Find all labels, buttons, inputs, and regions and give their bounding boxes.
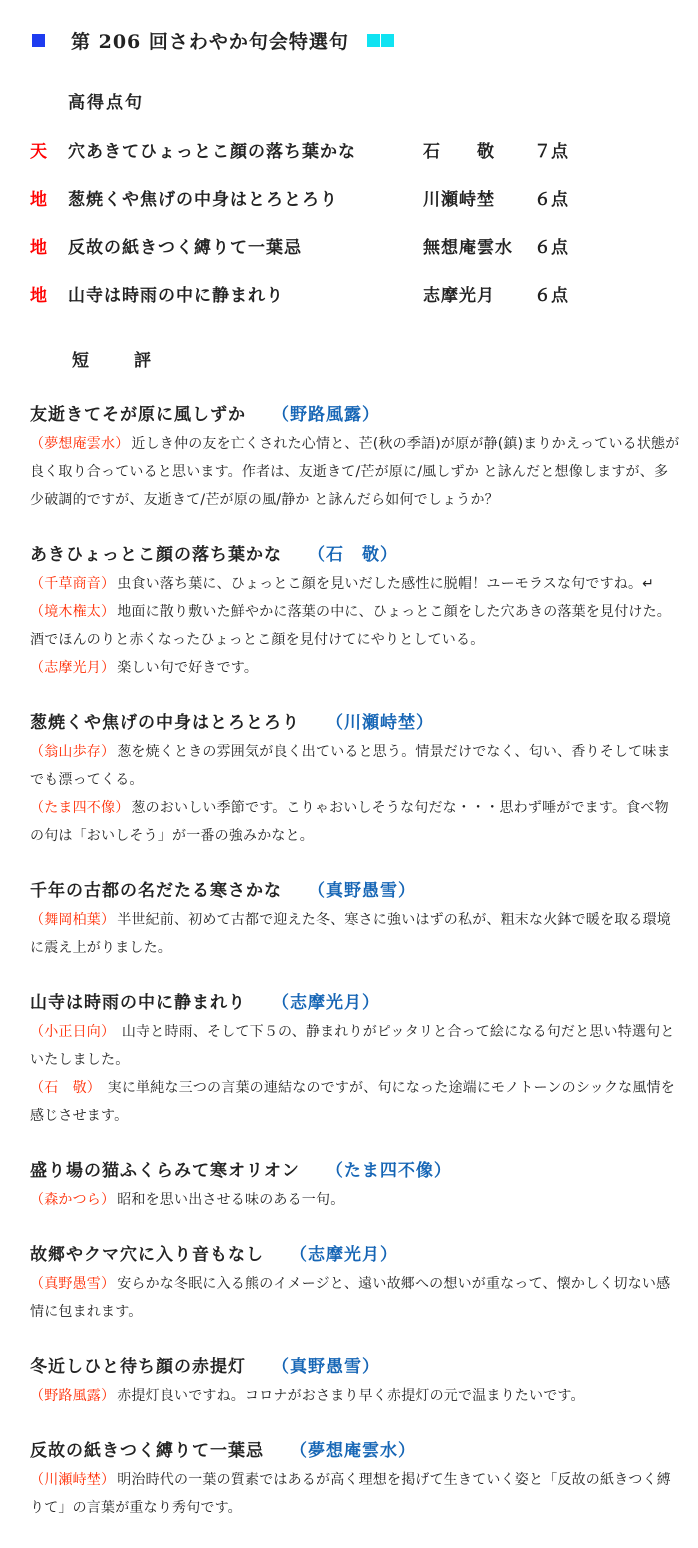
rank-mark: 天 xyxy=(30,142,47,162)
entry-header xyxy=(30,708,680,738)
entry-haiku: 冬近しひと待ち顔の赤提灯 xyxy=(30,1357,246,1377)
commenter: （真野愚雪） xyxy=(30,1276,116,1292)
commenter: （千草商音） xyxy=(30,576,116,592)
rank-row xyxy=(30,233,630,259)
rank-author: 石 敬 xyxy=(423,142,495,162)
commenter: （川瀬峙埜） xyxy=(30,1472,116,1488)
entry-author: （石 敬） xyxy=(308,545,398,565)
commenter: （翁山歩存） xyxy=(30,744,116,760)
rank-haiku: 反故の紙きつく縛りて一葉忌 xyxy=(68,238,302,258)
rank-haiku: 穴あきてひょっとこ顔の落ち葉かな xyxy=(68,142,356,162)
comment xyxy=(30,794,680,850)
comment-text: 半世紀前、初めて古都で迎えた冬、寒さに強いはずの私が、粗末な火鉢で暖を取る環境に震え上がりました。 xyxy=(30,912,672,956)
comment-text: 実に単純な三つの言葉の連結なのですが、句になった途端にモノトーンのシックな風情を感じさせます。 xyxy=(30,1080,675,1124)
comment-text: 山寺と時雨、そして下５の、静まれりがピッタリと合って絵になる句だと思い特選句といたしました。 xyxy=(30,1024,675,1068)
entry-author: （真野愚雪） xyxy=(272,1357,380,1377)
cyan-square-icon xyxy=(381,34,394,47)
comment-text: 地面に散り敷いた鮮やかに落葉の中に、ひょっとこ顔をした穴あきの落葉を見付けた。酒でほんのりと赤くなったひょっとこ顔を見付けてにやりとしている。 xyxy=(30,604,672,648)
rank-mark: 地 xyxy=(30,238,47,258)
comment-text: 近しき仲の友を亡くされた心情と、芒(秋の季語)が原が静(鎮)まりかえっている状態が良く取り合っていると思います。作者は、友逝きて/芒が原に/風しずか と詠んだと想像しますが、多少破調的ですが、友逝きて/芒が原の風/静か と詠んだら如何でしょうか？ xyxy=(30,436,680,508)
blue-square-icon xyxy=(32,34,45,47)
entry-author: （志摩光月） xyxy=(290,1245,398,1265)
comment-text: 明治時代の一葉の質素ではあるが高く理想を掲げて生きていく姿と「反故の紙きつく縛りて」の言葉が重なり秀句です。 xyxy=(30,1472,672,1516)
rank-points: ６点 xyxy=(534,238,568,258)
entry-header xyxy=(30,876,680,906)
entry-haiku: 友逝きてそが原に風しずか xyxy=(30,405,246,425)
rank-author: 志摩光月 xyxy=(423,286,495,306)
entry-author: （野路風露） xyxy=(272,405,380,425)
rank-mark: 地 xyxy=(30,190,47,210)
comment xyxy=(30,598,680,654)
comment-text: 葱を焼くときの雰囲気が良く出ていると思う。情景だけでなく、匂い、香りそして味までも漂ってくる。 xyxy=(30,744,671,788)
comment xyxy=(30,570,680,598)
comment xyxy=(30,738,680,794)
entry-author: （志摩光月） xyxy=(272,993,380,1013)
comment-text: 昭和を思い出させる味のある一句。 xyxy=(117,1192,345,1208)
commenter: （夢想庵雲水） xyxy=(30,436,130,452)
entry-header xyxy=(30,1240,680,1270)
entry-header xyxy=(30,1156,680,1186)
entry-haiku: 反故の紙きつく縛りて一葉忌 xyxy=(30,1441,264,1461)
entry-haiku: 葱焼くや焦げの中身はとろとろり xyxy=(30,713,300,733)
rank-author: 川瀬峙埜 xyxy=(423,190,495,210)
comment xyxy=(30,1018,680,1074)
rank-points: ７点 xyxy=(534,142,568,162)
entry-header xyxy=(30,988,680,1018)
review-entry xyxy=(30,988,680,1130)
rank-row xyxy=(30,281,630,307)
comment xyxy=(30,1382,680,1410)
rank-mark: 地 xyxy=(30,286,47,306)
entry-header xyxy=(30,1352,680,1382)
review-entry xyxy=(30,1156,680,1214)
commenter: （たま四不像） xyxy=(30,800,130,816)
rank-author: 無想庵雲水 xyxy=(423,238,513,258)
commenter: （野路風露） xyxy=(30,1388,116,1404)
comment xyxy=(30,1074,680,1130)
page-title: 第 206 回さわやか句会特選句 xyxy=(71,30,349,53)
comment xyxy=(30,1186,680,1214)
rank-points: ６点 xyxy=(534,190,568,210)
title-row xyxy=(32,26,394,54)
entry-author: （夢想庵雲水） xyxy=(290,1441,416,1461)
entry-header xyxy=(30,540,680,570)
review-entry xyxy=(30,1240,680,1326)
entry-haiku: 盛り場の猫ふくらみて寒オリオン xyxy=(30,1161,300,1181)
entry-haiku: 山寺は時雨の中に静まれり xyxy=(30,993,246,1013)
cyan-square-icon xyxy=(367,34,380,47)
review-entry xyxy=(30,1352,680,1410)
commenter: （舞岡柏葉） xyxy=(30,912,116,928)
entry-author: （たま四不像） xyxy=(325,1161,452,1181)
entry-header xyxy=(30,1436,680,1466)
entry-author: （川瀬峙埜） xyxy=(326,713,434,733)
entry-author: （真野愚雪） xyxy=(308,881,416,901)
commenter: （石 敬） xyxy=(30,1080,101,1096)
comment-text: 赤提灯良いですね。コロナがおさまり早く赤提灯の元で温まりたいです。 xyxy=(117,1388,585,1404)
review-entry xyxy=(30,540,680,682)
review-entry xyxy=(30,1436,680,1522)
review-entry xyxy=(30,708,680,850)
rank-row xyxy=(30,185,630,211)
comment xyxy=(30,1466,680,1522)
rank-row xyxy=(30,137,630,163)
short-review-heading: 短 評 xyxy=(72,351,165,371)
comment-text: 虫食い落ち葉に、ひょっとこ顔を見いだした感性に脱帽！ユーモラスな句ですね。↵ xyxy=(117,576,655,592)
comment xyxy=(30,654,680,682)
rank-haiku: 葱焼くや焦げの中身はとろとろり xyxy=(68,190,338,210)
entry-header xyxy=(30,400,680,430)
comment xyxy=(30,430,680,514)
high-score-heading: 高得点句 xyxy=(68,93,144,113)
review-list xyxy=(30,400,680,1548)
comment xyxy=(30,906,680,962)
commenter: （小正日向） xyxy=(30,1024,116,1040)
comment-text: 葱のおいしい季節です。こりゃおいしそうな句だな・・・思わず唾がでます。食べ物の句は「おいしそう」が一番の強みかなと。 xyxy=(30,800,669,844)
commenter: （境木権太） xyxy=(30,604,116,620)
comment-text: 安らかな冬眠に入る熊のイメージと、遠い故郷への想いが重なって、懐かしく切ない感情に包まれます。 xyxy=(30,1276,671,1320)
commenter: （志摩光月） xyxy=(30,660,116,676)
rank-haiku: 山寺は時雨の中に静まれり xyxy=(68,286,284,306)
cyan-squares-icon xyxy=(367,34,394,47)
commenter: （森かつら） xyxy=(30,1192,116,1208)
comment xyxy=(30,1270,680,1326)
entry-haiku: あきひょっとこ顔の落ち葉かな xyxy=(30,545,282,565)
rank-points: ６点 xyxy=(534,286,568,306)
comment-text: 楽しい句で好きです。 xyxy=(117,660,259,676)
entry-haiku: 故郷やクマ穴に入り音もなし xyxy=(30,1245,264,1265)
review-entry xyxy=(30,400,680,514)
entry-haiku: 千年の古都の名だたる寒さかな xyxy=(30,881,282,901)
review-entry xyxy=(30,876,680,962)
